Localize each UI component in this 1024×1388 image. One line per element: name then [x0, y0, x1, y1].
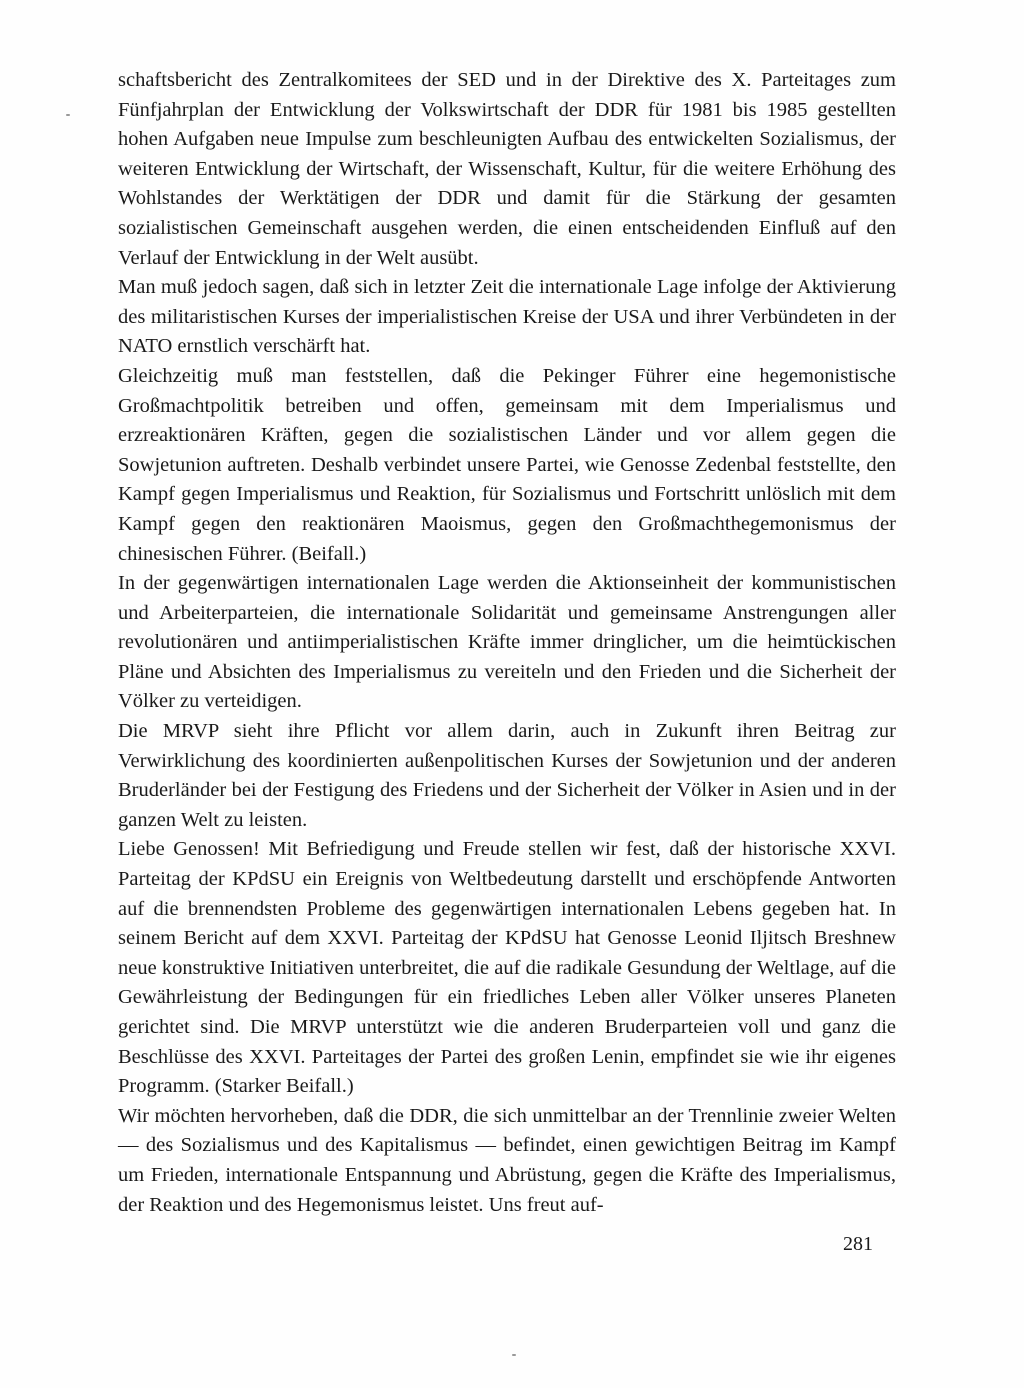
scan-speck	[66, 114, 70, 116]
paragraph-7: Wir möchten hervorheben, daß die DDR, die sich unmittelbar an der Trennlinie zweier Welten — des Sozialismus und des Kapitalismus — befindet, einen gewichtigen Beitrag im Kampf um Frieden, internationale Entspannung und Abrüstung, gegen die Kräfte des Imperialismus, der Reaktion und des Hegemonismus leistet. Uns freut auf-	[118, 1104, 896, 1216]
scan-speck	[512, 1354, 516, 1356]
paragraph-2: Man muß jedoch sagen, daß sich in letzter Zeit die internationale Lage infolge der Aktivierung des militaristischen Kurses der imperialistischen Kreise der USA und ihrer Verbündeten in der NATO ernstlich verschärft hat.	[118, 276, 896, 358]
body-text	[118, 66, 896, 1220]
paragraph-1: schaftsbericht des Zentralkomitees der SED und in der Direktive des X. Parteitages zum Fünfjahrplan der Entwicklung der Volkswirtschaft der DDR für 1981 bis 1985 gestellten hohen Aufgaben neue Impulse zum beschleunigten Aufbau des entwickelten Sozialismus, der weiteren Entwicklung der Wirtschaft, der Wissenschaft, Kultur, für die weitere Erhöhung des Wohlstandes der Werktätigen der DDR und damit für die Stärkung der gesamten sozialistischen Gemeinschaft ausgehen werden, die einen entscheidenden Einfluß auf den Verlauf der Entwicklung in der Welt ausübt.	[118, 69, 896, 269]
page-number: 281	[843, 1233, 873, 1255]
paragraph-6: Liebe Genossen! Mit Befriedigung und Freude stellen wir fest, daß der historische XXVI. Parteitag der KPdSU ein Ereignis von Weltbedeutung darstellt und erschöpfende Antworten auf die brennendsten Probleme des gegenwärtigen internationalen Lebens gegeben hat. In seinem Bericht auf dem XXVI. Parteitag der KPdSU hat Genosse Leonid Iljitsch Breshnew neue konstruktive Initiativen unterbreitet, die auf die radikale Gesundung der Weltlage, auf die Gewährleistung der Bedingungen für ein friedliches Leben aller Völker unseres Planeten gerichtet sind. Die MRVP unterstützt wie die anderen Bruderparteien voll und ganz die Beschlüsse des XXVI. Parteitages der Partei des großen Lenin, empfindet sie wie ihr eigenes Programm. (Starker Beifall.)	[118, 838, 896, 1098]
paragraph-3: Gleichzeitig muß man feststellen, daß die Pekinger Führer eine hegemonistische Großmachtpolitik betreiben und offen, gemeinsam mit dem Imperialismus und erzreaktionären Kräften, gegen die sozialistischen Länder und vor allem gegen die Sowjetunion auftreten. Deshalb verbindet unsere Partei, wie Genosse Zedenbal feststellte, den Kampf gegen Imperialismus und Reaktion, für Sozialismus und Fortschritt unlöslich mit dem Kampf gegen den reaktionären Maoismus, gegen den Großmachthegemonismus der chinesischen Führer. (Beifall.)	[118, 364, 896, 565]
paragraph-5: Die MRVP sieht ihre Pflicht vor allem darin, auch in Zukunft ihren Beitrag zur Verwirklichung des koordinierten außenpolitischen Kurses der Sowjetunion und der anderen Bruderländer bei der Festigung des Friedens und der Sicherheit der Völker in Asien und in der ganzen Welt zu leisten.	[118, 720, 896, 831]
paragraph-4: In der gegenwärtigen internationalen Lage werden die Aktionseinheit der kommunistischen und Arbeiterparteien, die internationale Solidarität und gemeinsame Anstrengungen aller revolutionären und antiimperialistischen Kräfte immer dringlicher, um die heimtückischen Pläne und Absichten des Imperialismus zu vereiteln und den Frieden und die Sicherheit der Völker zu verteidigen.	[118, 572, 896, 713]
